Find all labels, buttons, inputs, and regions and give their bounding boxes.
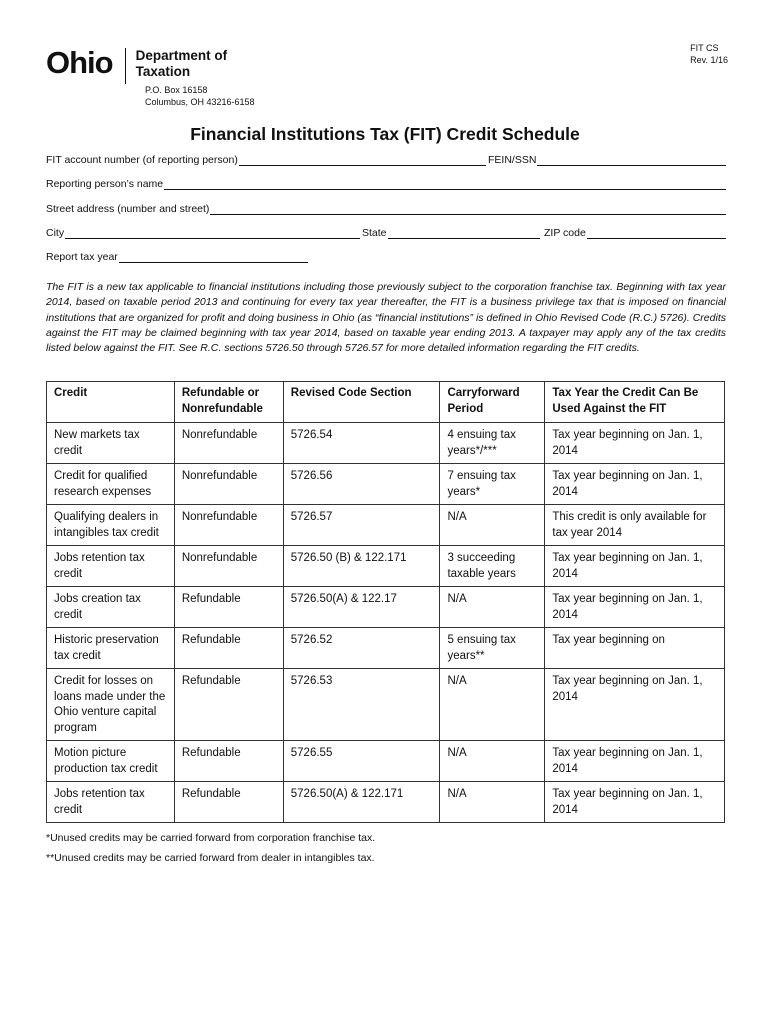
table-cell: N/A [440,741,545,782]
table-cell: Jobs retention tax credit [47,782,175,823]
table-cell: Nonrefundable [174,546,283,587]
department-name: Department of Taxation [135,48,228,79]
footnote: *Unused credits may be carried forward from corporation franchise tax. [46,832,376,844]
fein-input[interactable] [537,155,726,166]
table-row [47,741,725,782]
table-cell: Tax year beginning on [545,628,725,669]
table-cell: 5726.53 [283,669,440,741]
table-cell: Nonrefundable [174,505,283,546]
table-cell: Refundable [174,782,283,823]
table-cell: Tax year beginning on Jan. 1, 2014 [545,423,725,464]
street-field[interactable]: Street address (number and street) [46,203,726,215]
table-row [47,587,725,628]
city-input[interactable] [65,228,360,239]
table-cell: N/A [440,505,545,546]
table-row [47,546,725,587]
table-cell: Nonrefundable [174,464,283,505]
table-cell: Jobs creation tax credit [47,587,175,628]
table-cell: Tax year beginning on Jan. 1, 2014 [545,782,725,823]
table-cell: New markets tax credit [47,423,175,464]
footnote: **Unused credits may be carried forward from dealer in intangibles tax. [46,852,375,864]
table-header-row [47,382,725,423]
table-cell: Motion picture production tax credit [47,741,175,782]
table-cell: Tax year beginning on Jan. 1, 2014 [545,741,725,782]
table-row [47,628,725,669]
table-cell: Tax year beginning on Jan. 1, 2014 [545,587,725,628]
header-refundable: Refundable or Nonrefundable [174,382,283,423]
table-cell: 7 ensuing tax years* [440,464,545,505]
header-carryforward: Carryforward Period [440,382,545,423]
report-year-field[interactable]: Report tax year [46,251,308,263]
table-cell: N/A [440,669,545,741]
table-cell: 5726.50(A) & 122.171 [283,782,440,823]
fein-field[interactable]: FEIN/SSN [488,154,726,166]
table-cell: 5726.55 [283,741,440,782]
report-year-input[interactable] [119,252,308,263]
table-cell: 5726.50 (B) & 122.171 [283,546,440,587]
table-cell: N/A [440,782,545,823]
table-cell: 5 ensuing tax years** [440,628,545,669]
intro-paragraph: The FIT is a new tax applicable to financial institutions including those previously subject to the corporation franchise tax. Beginning with tax year 2014, based on taxable period 2013 and continuing for every tax year thereafter, the FIT is a business privilege tax that is imposed on financial institutions that are organized for profit and doing business in Ohio (as “financial institutions” is defined in Ohio Revised Code (R.C.) 5726). Credits against the FIT may be claimed beginning with tax year 2014, based on taxable year ending 2013. A taxpayer may apply any of the tax credits listed below against the FIT. See R.C. sections 5726.50 through 5726.57 for more detailed information regarding the FIT credits. [46,281,726,355]
page-title: Financial Institutions Tax (FIT) Credit Schedule [190,124,580,144]
table-cell: Qualifying dealers in intangibles tax credit [47,505,175,546]
table-cell: 4 ensuing tax years*/*** [440,423,545,464]
table-cell: Refundable [174,741,283,782]
table-row [47,669,725,741]
state-field[interactable]: State [362,227,540,239]
footnotes [46,828,375,868]
mailing-address: P.O. Box 16158 Columbus, OH 43216-6158 [145,85,255,107]
table-cell: Refundable [174,587,283,628]
logo-divider [125,48,126,84]
table-cell: 3 succeeding taxable years [440,546,545,587]
table-cell: Nonrefundable [174,423,283,464]
table-cell: Historic preservation tax credit [47,628,175,669]
table-cell: 5726.52 [283,628,440,669]
ohio-wordmark: Ohio [46,45,113,80]
table-cell: Credit for losses on loans made under the Ohio venture capital program [47,669,175,741]
table-row [47,782,725,823]
table-cell: Refundable [174,669,283,741]
table-row [47,423,725,464]
fit-account-field[interactable]: FIT account number (of reporting person) [46,154,486,166]
table-cell: Refundable [174,628,283,669]
table-cell: N/A [440,587,545,628]
table-cell: 5726.56 [283,464,440,505]
header-credit: Credit [47,382,175,423]
ohio-logo [46,45,228,84]
table-cell: Jobs retention tax credit [47,546,175,587]
state-input[interactable] [388,228,540,239]
header-code-section: Revised Code Section [283,382,440,423]
credit-table [46,381,725,823]
zip-input[interactable] [587,228,726,239]
table-cell: Credit for qualified research expenses [47,464,175,505]
table-cell: Tax year beginning on Jan. 1, 2014 [545,464,725,505]
street-input[interactable] [210,204,726,215]
table-cell: 5726.50(A) & 122.17 [283,587,440,628]
zip-field[interactable]: ZIP code [544,227,726,239]
name-input[interactable] [164,179,726,190]
form-identifier: FIT CS Rev. 1/16 [690,43,728,65]
table-row [47,505,725,546]
city-field[interactable]: City [46,227,360,239]
table-cell: 5726.57 [283,505,440,546]
table-cell: Tax year beginning on Jan. 1, 2014 [545,669,725,741]
table-cell: Tax year beginning on Jan. 1, 2014 [545,546,725,587]
fit-account-input[interactable] [239,155,486,166]
name-field[interactable]: Reporting person’s name [46,178,726,190]
header-tax-year: Tax Year the Credit Can Be Used Against the FIT [545,382,725,423]
table-row [47,464,725,505]
table-cell: This credit is only available for tax year 2014 [545,505,725,546]
table-cell: 5726.54 [283,423,440,464]
